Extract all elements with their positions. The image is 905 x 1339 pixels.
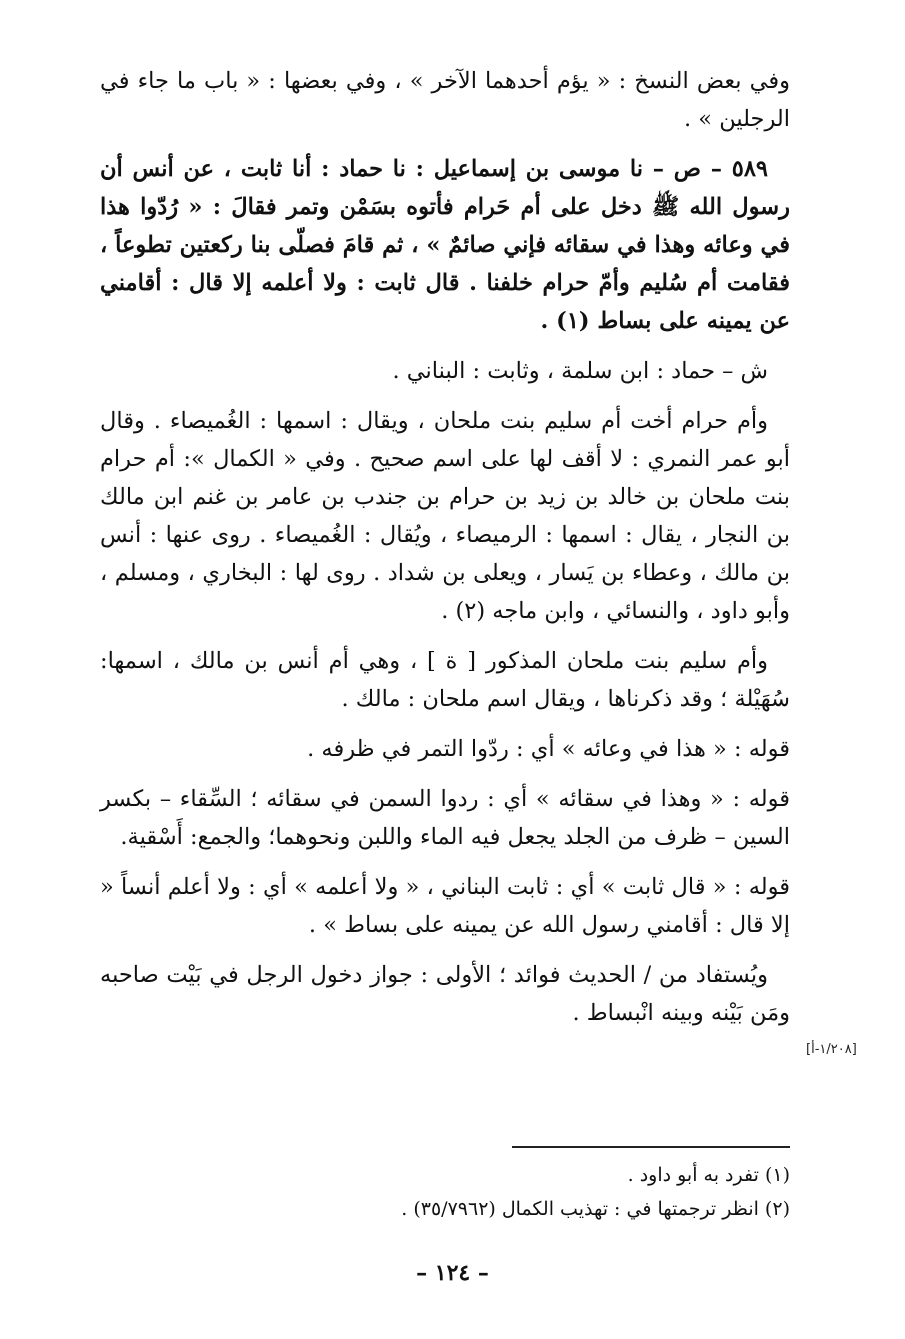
paragraph-7: قوله : « وهذا في سقائه » أي : ردوا السمن في سقائه ؛ السِّقاء – بكسر السين – ظرف من الجلد يجعل فيه الماء واللبن ونحوهما؛ والجمع: أَسْقية. bbox=[100, 786, 790, 850]
paragraph-6: قوله : « هذا في وعائه » أي : ردّوا التمر في ظرفه . bbox=[307, 736, 790, 762]
footnotes bbox=[330, 1158, 790, 1226]
footnote-1: (١) تفرد به أبو داود . bbox=[627, 1164, 790, 1186]
page-body bbox=[100, 62, 790, 1044]
paragraph-1: وفي بعض النسخ : « يؤم أحدهما الآخر » ، وفي بعضها : « باب ما جاء في الرجلين » . bbox=[100, 68, 790, 132]
paragraph-8: قوله : « قال ثابت » أي : ثابت البناني ، « ولا أعلمه » أي : ولا أعلم أنساً « إلا قال : أقامني رسول الله عن يمينه على بساط » . bbox=[100, 874, 790, 938]
paragraph-3: ش – حماد : ابن سلمة ، وثابت : البناني . bbox=[392, 358, 768, 384]
paragraph-4: وأم حرام أخت أم سليم بنت ملحان ، ويقال : اسمها : الغُميصاء . وقال أبو عمر النمري : لا أقف لها على اسم صحيح . وفي « الكمال »: أم حرام بنت ملحان بن خالد بن زيد بن حرام بن جندب بن عامر بن غنم ابن مالك بن النجار ، يقال : اسمها : الرميصاء ، ويُقال : الغُميصاء . روى عنها : أنس بن مالك ، وعطاء بن يَسار ، ويعلى بن شداد . روى لها : البخاري ، ومسلم ، وأبو داود ، والنسائي ، وابن ماجه (٢) . bbox=[100, 408, 790, 624]
paragraph-5: وأم سليم بنت ملحان المذكور [ ة ] ، وهي أم أنس بن مالك ، اسمها: سُهَيْلة ؛ وقد ذكرناها ، ويقال اسم ملحان : مالك . bbox=[100, 648, 790, 712]
footnote-2: (٢) انظر ترجمتها في : تهذيب الكمال (٣٥/٧٩٦٢) . bbox=[401, 1198, 790, 1220]
footnote-divider bbox=[512, 1146, 790, 1148]
page-number: – ١٢٤ – bbox=[416, 1260, 489, 1286]
paragraph-9: ويُستفاد من / الحديث فوائد ؛ الأولى : جواز دخول الرجل في بَيْت صاحبه ومَن بَيْنه وبينه انْبساط . bbox=[100, 962, 790, 1026]
margin-manuscript-reference: [١/٢٠٨-أ] bbox=[806, 1042, 857, 1057]
hadith-589: ٥٨٩ – ص – نا موسى بن إسماعيل : نا حماد : أنا ثابت ، عن أنس أن رسول الله ﷺ دخل على أم حَرام فأتوه بسَمْن وتمر فقالَ : « رُدّوا هذا في وعائه وهذا في سقائه فإني صائمٌ » ، ثم قامَ فصلّى بنا ركعتين تطوعاً ، فقامت أم سُليم وأمّ حرام خلفنا . قال ثابت : ولا أعلمه إلا قال : أقامني عن يمينه على بساط (١) . bbox=[100, 156, 790, 334]
